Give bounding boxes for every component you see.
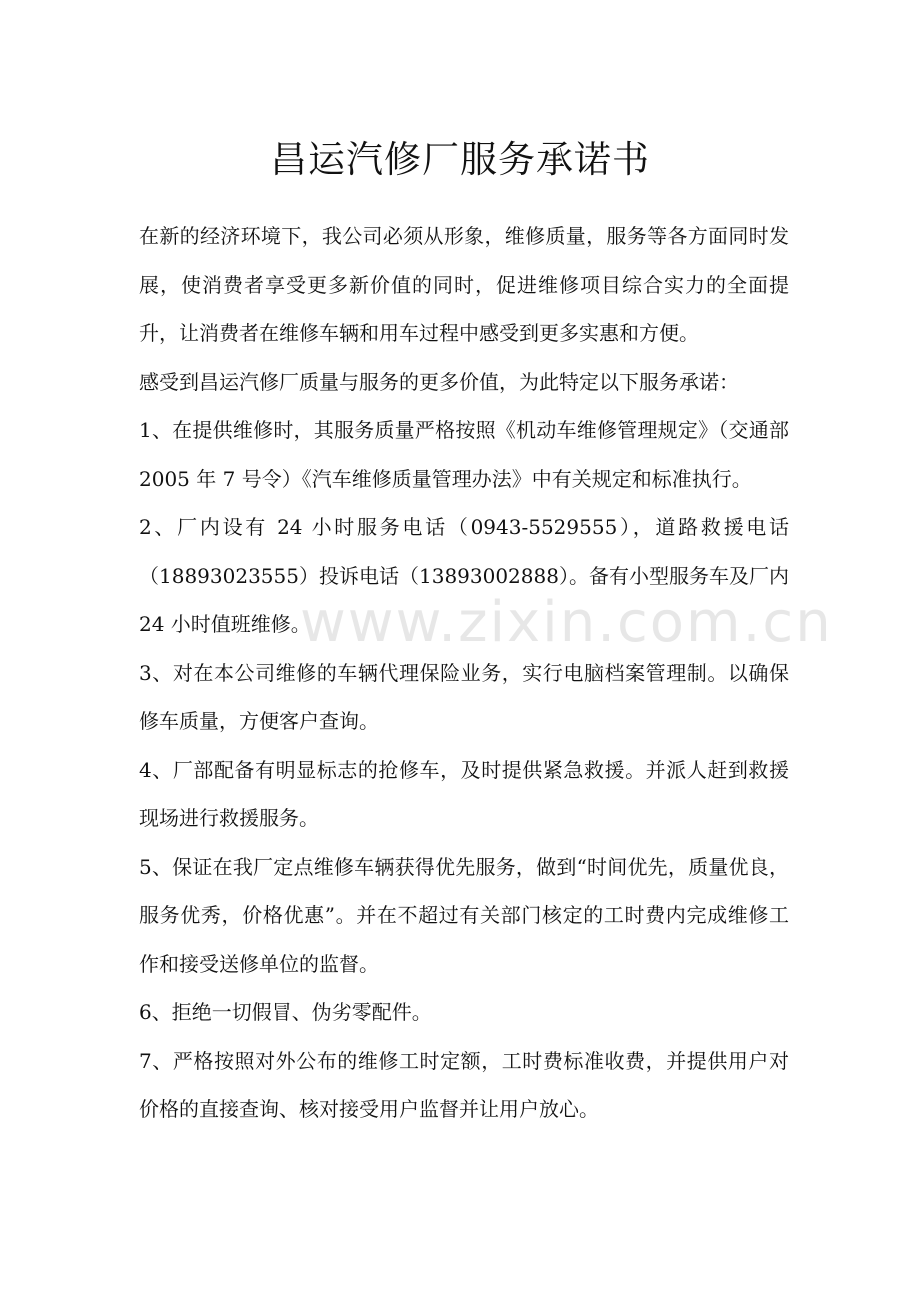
commitment-item-1: 1、在提供维修时，其服务质量严格按照《机动车维修管理规定》（交通部 2005 年 7 号令）《汽车维修质量管理办法》中有关规定和标准执行。 — [139, 418, 789, 491]
document-body — [139, 212, 833, 1134]
commitment-item-3: 3、对在本公司维修的车辆代理保险业务，实行电脑档案管理制。以确保修车质量，方便客户查询。 — [139, 660, 789, 733]
commitment-item-5: 5、保证在我厂定点维修车辆获得优先服务，做到“时间优先，质量优良，服务优秀，价格优惠”。并在不超过有关部门核定的工时费内完成维修工作和接受送修单位的监督。 — [139, 854, 789, 976]
commitment-item-2: 2、厂内设有 24 小时服务电话（0943-5529555），道路救援电话（18893023555）投诉电话（13893002888）。备有小型服务车及厂内 24 小时值班维修。 — [139, 515, 789, 636]
intro-paragraph-1: 在新的经济环境下，我公司必须从形象，维修质量，服务等各方面同时发展，使消费者享受更多新价值的同时，促进维修项目综合实力的全面提升，让消费者在维修车辆和用车过程中感受到更多实惠和方便。 — [139, 224, 789, 345]
commitment-item-4: 4、厂部配备有明显标志的抢修车，及时提供紧急救援。并派人赶到救援现场进行救援服务。 — [139, 757, 789, 830]
document-title: 昌运汽修厂服务承诺书 — [270, 138, 650, 181]
commitment-item-6: 6、拒绝一切假冒、伪劣零配件。 — [139, 1000, 432, 1024]
watermark: www.zixin.com.cn — [300, 590, 833, 655]
commitment-item-7: 7、严格按照对外公布的维修工时定额，工时费标准收费，并提供用户对价格的直接查询、核对接受用户监督并让用户放心。 — [139, 1048, 789, 1121]
intro-paragraph-2: 感受到昌运汽修厂质量与服务的更多价值，为此特定以下服务承诺： — [139, 369, 739, 394]
